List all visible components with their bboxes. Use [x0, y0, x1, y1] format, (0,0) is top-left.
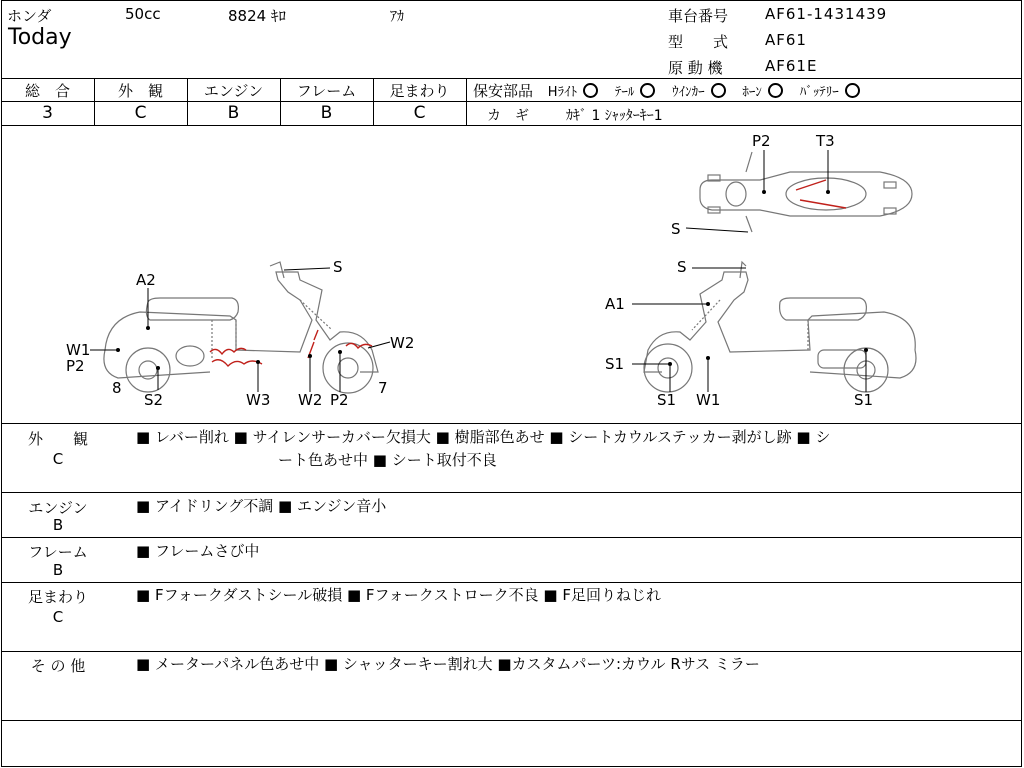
score-engine: B: [227, 103, 240, 123]
safety-item-tail: ﾃｰﾙ: [614, 85, 635, 100]
section-suspension-grade: C: [52, 608, 64, 626]
type-value: AF61: [765, 31, 807, 49]
rule: [1, 492, 1022, 493]
frame-no-label: 車台番号: [668, 7, 729, 25]
rule: [1, 651, 1022, 652]
key-value: ｶｷﾞ 1 ｼｬｯﾀｰｷｰ1: [566, 108, 663, 124]
section-engine-text: ■ アイドリング不調 ■ エンジン音小: [136, 497, 387, 515]
score-header-frame: フレーム: [296, 82, 357, 100]
section-suspension-text: ■ Fフォークダストシール破損 ■ Fフォークストローク不良 ■ F足回りねじれ: [136, 586, 661, 604]
label-s2: S2: [144, 391, 164, 409]
rule: [466, 78, 467, 125]
label-p2: P2: [66, 357, 85, 375]
safety-item-headlight: Hﾗｲﾄ: [547, 85, 578, 100]
rule: [1, 78, 1022, 79]
score-header-engine: エンジン: [203, 82, 264, 100]
section-exterior-text: ■ レバー削れ ■ サイレンサーカバー欠損大 ■ 樹脂部色あせ ■ シートカウルステッカー剥がし跡 ■ シ: [136, 428, 831, 446]
safety-item-horn: ﾎｰﾝ: [742, 85, 762, 100]
label-w1: W1: [66, 341, 91, 359]
model-name: Today: [8, 25, 72, 50]
section-suspension-label: 足まわり: [27, 588, 88, 606]
label-s-top: S: [671, 220, 681, 238]
rule: [1, 537, 1022, 538]
label-w2: W2: [390, 334, 415, 352]
score-overall: 3: [42, 103, 53, 123]
score-header-exterior: 外 観: [117, 82, 163, 100]
score-exterior: C: [134, 103, 147, 123]
type-label: 型 式: [668, 33, 729, 51]
safety-item-winker: ｳｲﾝｶｰ: [672, 85, 705, 100]
section-engine-grade: B: [52, 516, 64, 534]
label-s1-a: S1: [605, 355, 625, 373]
section-frame-text: ■ フレームさび中: [136, 542, 260, 560]
ok-circle-icon: [640, 83, 655, 98]
ok-circle-icon: [768, 83, 783, 98]
section-exterior-text2: ート色あせ中 ■ シート取付不良: [278, 451, 497, 469]
top-scooter: [700, 152, 912, 232]
label-s-right: S: [677, 258, 687, 276]
frame-no: AF61-1431439: [765, 5, 888, 23]
engine-value: AF61E: [765, 57, 818, 75]
section-other-label: そ の 他: [30, 657, 86, 675]
label-7: 7: [378, 379, 388, 397]
displacement: 50cc: [125, 5, 161, 23]
section-engine-label: エンジン: [28, 499, 88, 517]
label-t3: T3: [816, 132, 835, 150]
label-w2-left: W2: [298, 391, 323, 409]
ok-circle-icon: [583, 83, 598, 98]
mileage: 8824 ｷﾛ: [228, 7, 286, 25]
key-label: カ ギ: [487, 108, 529, 124]
maker: ホンダ: [7, 7, 52, 25]
section-frame-label: フレーム: [28, 543, 88, 561]
section-other-text: ■ メーターパネル色あせ中 ■ シャッターキー割れ大 ■カスタムパーツ:カウル Rサス ミラー: [136, 655, 760, 673]
label-p2-left: P2: [330, 391, 349, 409]
label-s1-b: S1: [657, 391, 677, 409]
score-frame: B: [320, 103, 333, 123]
label-a2: A2: [136, 271, 156, 289]
ok-circle-icon: [845, 83, 860, 98]
rule: [1, 720, 1022, 721]
label-w3: W3: [246, 391, 271, 409]
right-scooter: [644, 262, 916, 392]
label-w1-right: W1: [696, 391, 721, 409]
ok-circle-icon: [711, 83, 726, 98]
engine-label: 原 動 機: [668, 59, 723, 77]
rule: [1, 582, 1022, 583]
label-s1-c: S1: [854, 391, 874, 409]
safety-label: 保安部品: [473, 82, 534, 100]
label-8: 8: [112, 379, 122, 397]
score-header-suspension: 足まわり: [389, 82, 450, 100]
section-exterior-grade: C: [52, 450, 64, 468]
safety-row: [473, 80, 872, 101]
section-frame-grade: B: [52, 561, 64, 579]
rule: [467, 101, 1022, 102]
scooter-diagram: [0, 126, 1024, 422]
label-s-left: S: [333, 258, 343, 276]
label-a1: A1: [605, 295, 625, 313]
score-header-overall: 総 合: [24, 82, 70, 100]
color: ｱｶ: [390, 9, 404, 25]
rule: [1, 101, 467, 102]
section-exterior-label: 外 観: [27, 430, 88, 448]
label-p2-top: P2: [752, 132, 771, 150]
safety-item-battery: ﾊﾞｯﾃﾘｰ: [799, 85, 839, 100]
score-suspension: C: [413, 103, 426, 123]
rule: [1, 423, 1022, 424]
